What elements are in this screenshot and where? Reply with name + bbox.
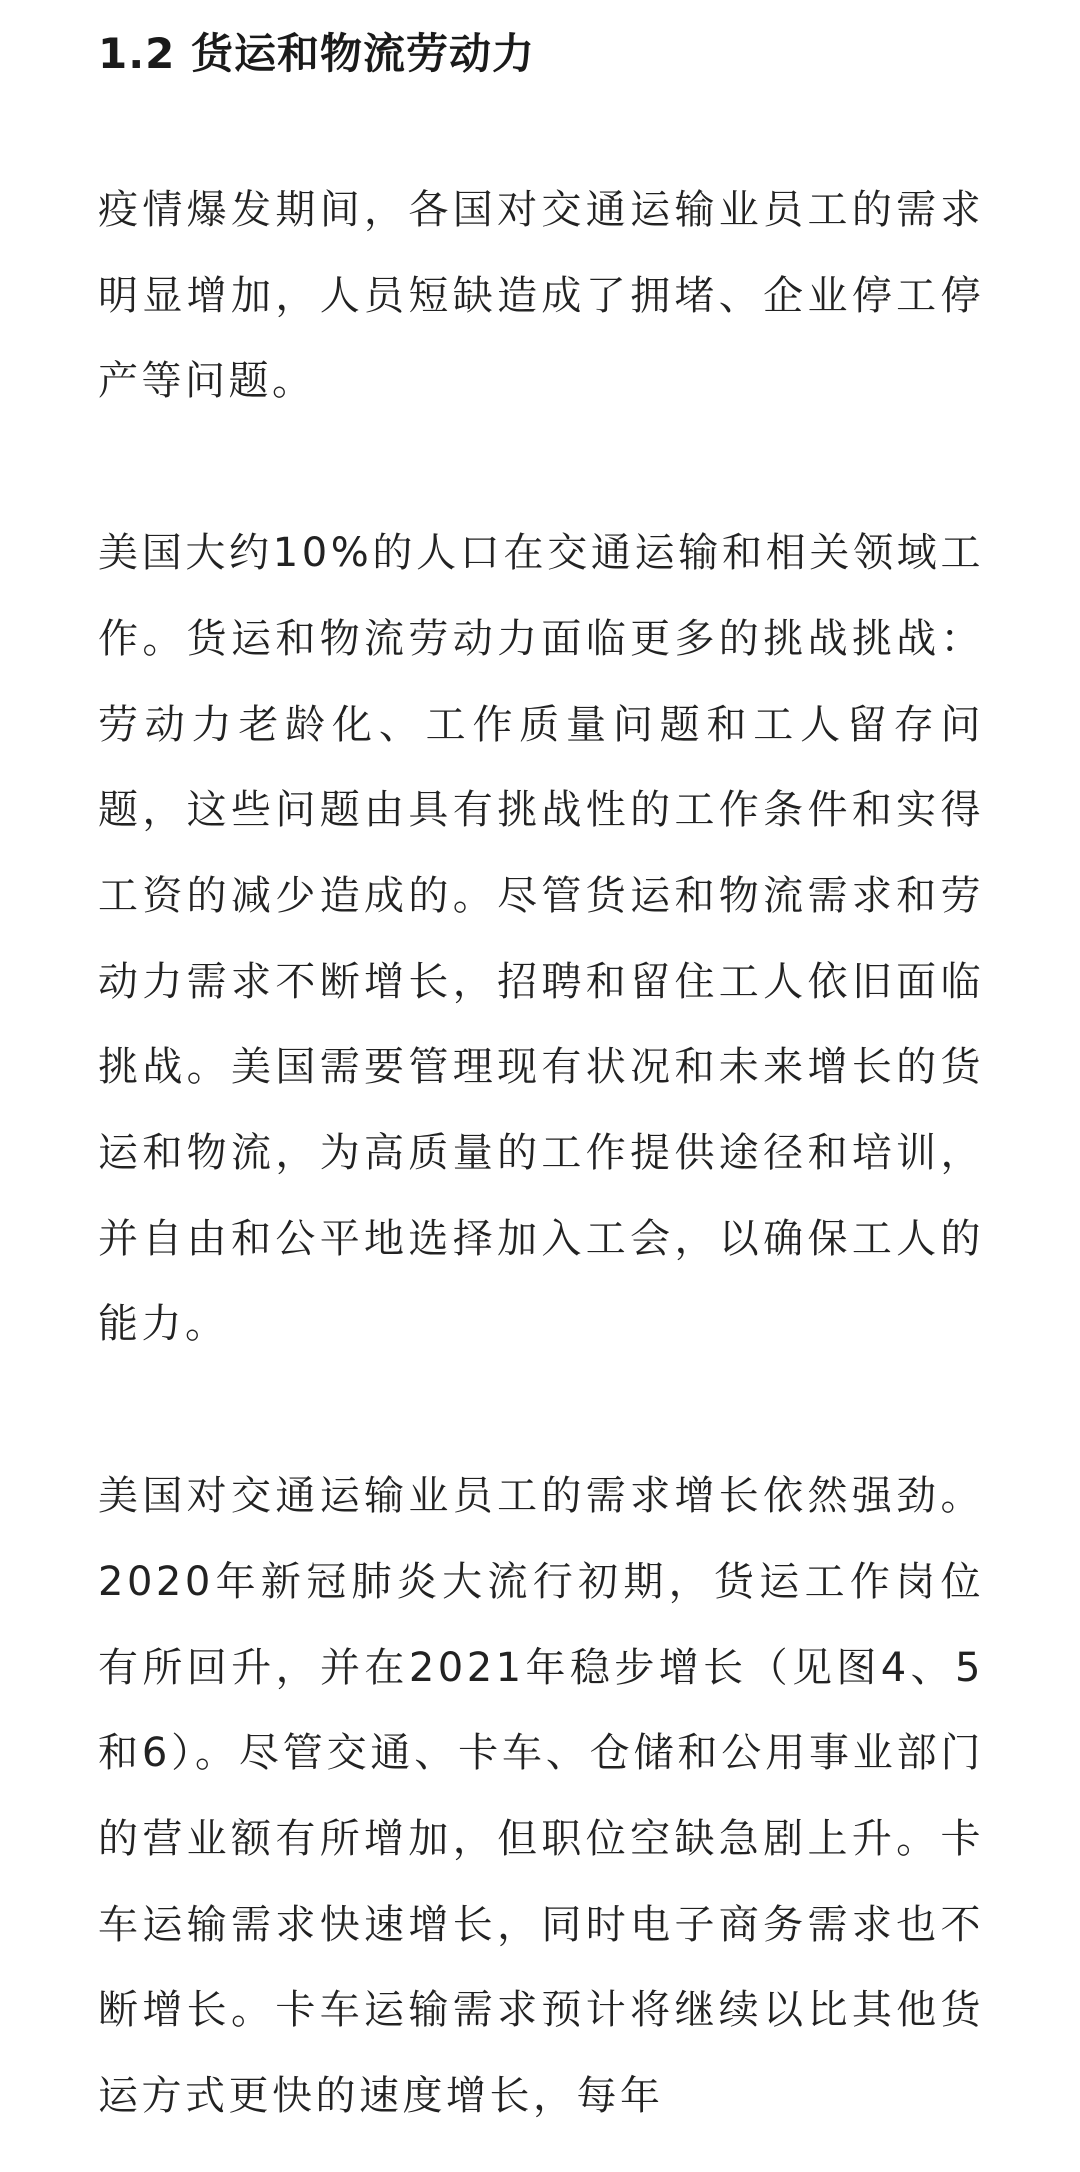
paragraph-2: 美国大约10%的人口在交通运输和相关领域工作。货运和物流劳动力面临更多的挑战挑战：劳动力老龄化、工作质量问题和工人留存问题，这些问题由具有挑战性的工作条件和实得工资的减少造成的。尽管货运和物流需求和劳动力需求不断增长，招聘和留住工人依旧面临挑战。美国需要管理现有状况和未来增长的货运和物流，为高质量的工作提供途径和培训，并自由和公平地选择加入工会，以确保工人的能力。 [98,530,984,1348]
paragraph-3: 美国对交通运输业员工的需求增长依然强劲。2020年新冠肺炎大流行初期，货运工作岗位有所回升，并在2021年稳步增长（见图4、5和6）。尽管交通、卡车、仓储和公用事业部门的营业额有所增加，但职位空缺急剧上升。卡车运输需求快速增长，同时电子商务需求也不断增长。卡车运输需求预计将继续以比其他货运方式更快的速度增长，每年 [98,1473,984,2120]
article-body [98,168,984,2140]
section-title: 1.2 货运和物流劳动力 [98,29,536,78]
paragraph-1: 疫情爆发期间，各国对交通运输业员工的需求明显增加，人员短缺造成了拥堵、企业停工停产等问题。 [98,187,984,405]
